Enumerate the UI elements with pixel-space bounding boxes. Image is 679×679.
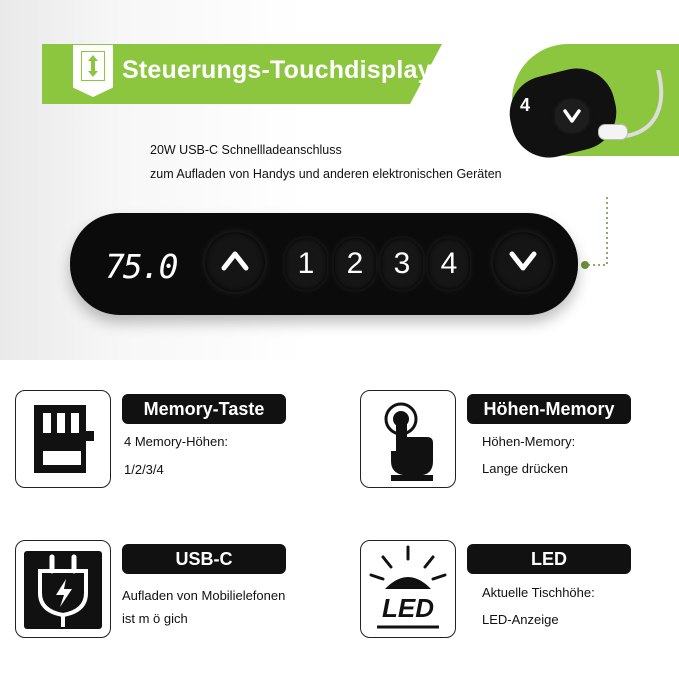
sd-card-icon bbox=[15, 390, 111, 488]
height-display: 75.0 bbox=[105, 247, 177, 286]
side-zoom-memory-4: 4 bbox=[520, 95, 531, 115]
side-zoom-down-button bbox=[556, 100, 588, 132]
feature-line: Lange drücken bbox=[482, 461, 569, 476]
chevron-up-icon bbox=[221, 250, 249, 272]
memory-button-4[interactable]: 4 bbox=[428, 238, 470, 290]
feature-line: Aufladen von Mobilielefonen bbox=[122, 588, 286, 603]
feature-line: 4 Memory-Höhen: bbox=[124, 434, 229, 449]
memory-button-2[interactable]: 2 bbox=[334, 238, 376, 290]
memory-button-1[interactable]: 1 bbox=[285, 238, 327, 290]
feature-title-memory-taste: Memory-Taste bbox=[122, 394, 286, 424]
dotted-connector bbox=[575, 195, 615, 275]
charging-plug-icon bbox=[15, 540, 111, 638]
feature-line: ist m ö gich bbox=[122, 611, 188, 626]
memory-button-3[interactable]: 3 bbox=[381, 238, 423, 290]
feature-line: 1/2/3/4 bbox=[124, 462, 164, 477]
usb-cable-icon bbox=[600, 70, 670, 160]
feature-line: LED-Anzeige bbox=[482, 612, 559, 627]
up-down-arrows-icon bbox=[73, 45, 113, 97]
usb-note-line2: zum Aufladen von Handys und anderen elektronischen Geräten bbox=[150, 167, 502, 181]
feature-title-hoehen-memory: Höhen-Memory bbox=[467, 394, 631, 424]
usb-c-plug-icon bbox=[598, 124, 628, 140]
up-button[interactable] bbox=[205, 232, 265, 292]
chevron-down-icon bbox=[509, 250, 537, 272]
feature-line: Höhen-Memory: bbox=[482, 434, 576, 449]
usb-note-line1: 20W USB-C Schnellladeanschluss bbox=[150, 143, 342, 157]
svg-text:LED: LED bbox=[382, 593, 434, 623]
feature-title-led: LED bbox=[467, 544, 631, 574]
feature-line: Aktuelle Tischhöhe: bbox=[482, 585, 595, 600]
led-display-icon bbox=[360, 540, 456, 638]
feature-title-usb-c: USB-C bbox=[122, 544, 286, 574]
page-title: Steuerungs-Touchdisplay bbox=[122, 56, 432, 84]
touch-press-icon bbox=[360, 390, 456, 488]
down-button[interactable] bbox=[493, 232, 553, 292]
